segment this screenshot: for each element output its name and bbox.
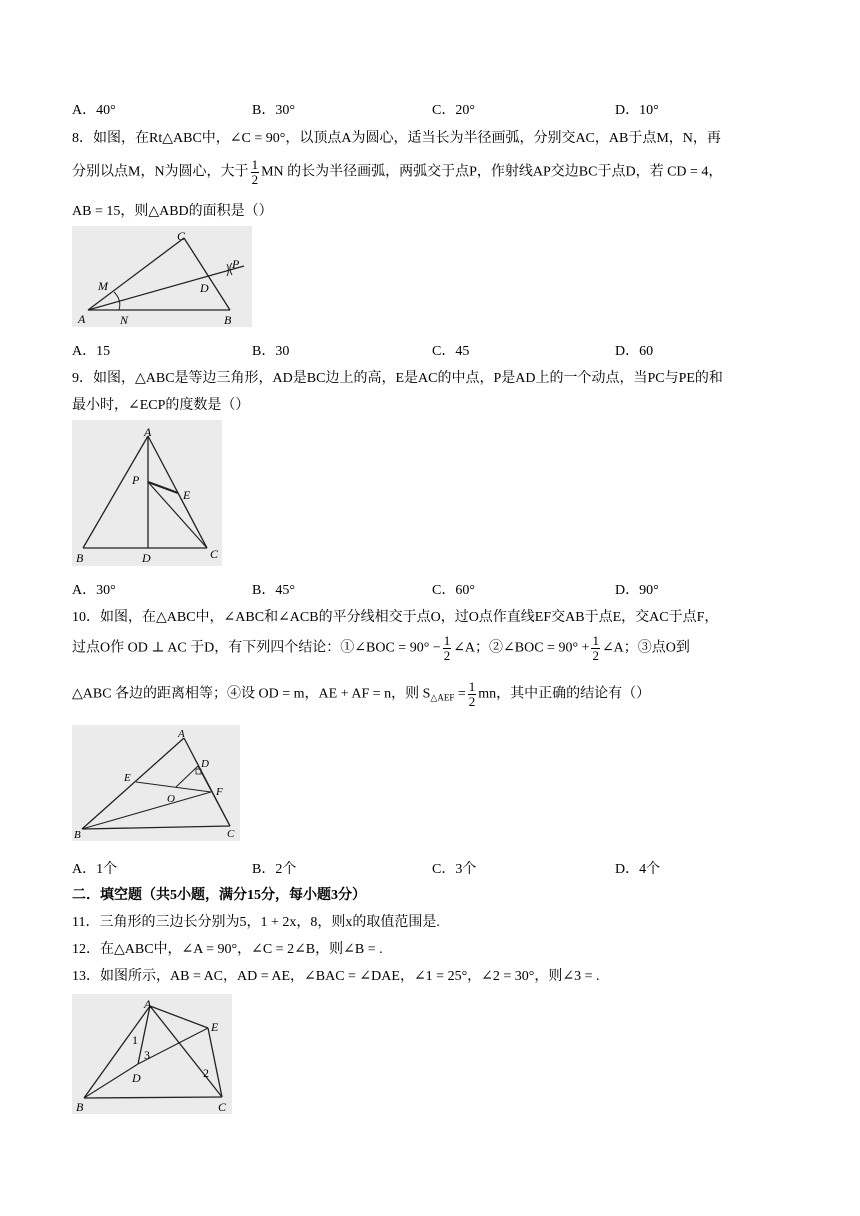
q7-option-b: B．30° — [252, 103, 295, 118]
q9-figure — [72, 420, 222, 566]
q11-stem: 11．三角形的三边长分别为5，1 + 2x，8，则x的取值范围是. — [72, 915, 440, 930]
q9-label-d: D — [142, 551, 151, 565]
q8-frac-numerator: 1 — [251, 157, 259, 172]
q10-label-o: O — [167, 793, 175, 805]
q8-label-n: N — [120, 313, 129, 327]
q10-fraction-1 — [443, 634, 452, 663]
q9-label-c: C — [210, 547, 219, 561]
q10-fraction-3 — [468, 680, 477, 709]
q8-label-d: D — [200, 281, 209, 295]
section-heading-fill-blank: 二．填空题（共5小题，满分15分，每小题3分） — [72, 888, 366, 903]
q8-option-c: C．45 — [432, 344, 470, 359]
q10-figure — [72, 725, 240, 841]
q13-triangle-diagram — [72, 994, 232, 1114]
q8-option-a: A．15 — [72, 344, 111, 359]
q13-label-d: D — [132, 1071, 141, 1085]
q10-frac3-denominator: 2 — [468, 694, 476, 709]
q10-option-d: D．4个 — [615, 862, 661, 877]
q10-fraction-2 — [591, 634, 600, 663]
q9-option-a: A．30° — [72, 583, 116, 598]
q10-option-a: A．1个 — [72, 862, 118, 877]
q8-triangle-diagram — [72, 226, 252, 327]
q8-frac-denominator: 2 — [251, 172, 259, 187]
q13-stem: 13．如图所示，AB = AC，AD = AE，∠BAC = ∠DAE，∠1 = 25°，∠2 = 30°，则∠3 = . — [72, 969, 600, 984]
q9-stem-line2: 最小时，∠ECP的度数是（） — [72, 398, 250, 413]
q10-stem-line3 — [72, 680, 650, 709]
q7-option-d: D．10° — [615, 103, 659, 118]
q13-label-e: E — [211, 1020, 219, 1034]
q13-figure — [72, 994, 232, 1114]
q10-frac2-denominator: 2 — [592, 648, 599, 663]
q8-label-b: B — [224, 313, 232, 327]
q10-label-a: A — [178, 728, 185, 740]
q13-label-angle3: 3 — [144, 1048, 150, 1062]
q8-stem-line2-b: MN 的长为半径画弧，两弧交于点P，作射线AP交边BC于点D，若 CD = 4， — [261, 164, 723, 180]
q8-option-b: B．30 — [252, 344, 290, 359]
q10-option-c: C．3个 — [432, 862, 477, 877]
q10-label-e: E — [124, 772, 131, 784]
q9-option-c: C．60° — [432, 583, 475, 598]
q9-label-a: A — [144, 425, 152, 439]
q8-label-m: M — [98, 279, 108, 293]
q10-frac1-denominator: 2 — [443, 648, 451, 663]
q7-option-c: C．20° — [432, 103, 475, 118]
q10-frac1-numerator: 1 — [443, 633, 451, 648]
q10-frac3-numerator: 1 — [468, 679, 476, 694]
q9-stem-line1: 9．如图，△ABC是等边三角形，AD是BC边上的高，E是AC的中点，P是AD上的一个动点，当PC与PE的和 — [72, 371, 723, 386]
q10-area-subscript: △AEF — [430, 692, 455, 703]
q10-stem-line3-a: △ABC 各边的距离相等；④设 OD = m，AE + AF = n，则 S — [72, 686, 431, 702]
q10-stem-line3-b: = — [454, 686, 466, 702]
q8-stem-line1: 8．如图，在Rt△ABC中，∠C = 90°，以顶点A为圆心，适当长为半径画弧，分别交AC，AB于点M，N，再 — [72, 131, 721, 146]
q8-option-d: D．60 — [615, 344, 654, 359]
q9-label-e: E — [183, 488, 191, 502]
q10-triangle-diagram — [72, 725, 240, 841]
q10-label-b: B — [74, 829, 81, 841]
q13-label-b: B — [76, 1100, 84, 1114]
q13-label-angle2: 2 — [203, 1066, 209, 1080]
q8-label-p: P — [232, 257, 240, 271]
q10-stem-line2-b: ∠A；②∠BOC = 90° + — [453, 640, 590, 656]
q7-option-a: A．40° — [72, 103, 116, 118]
q10-label-d: D — [201, 758, 209, 770]
q10-label-f: F — [216, 786, 223, 798]
q10-stem-line2-a: 过点O作 OD ⊥ AC 于D，有下列四个结论：①∠BOC = 90° − — [72, 640, 441, 656]
q9-label-b: B — [76, 551, 84, 565]
q10-stem-line1: 10．如图，在△ABC中，∠ABC和∠ACB的平分线相交于点O，过O点作直线EF交AB于点E，交AC于点F， — [72, 610, 719, 625]
q10-frac2-numerator: 1 — [592, 633, 599, 648]
q13-label-c: C — [218, 1100, 227, 1114]
q8-stem-line3: AB = 15，则△ABD的面积是（） — [72, 204, 273, 219]
q10-label-c: C — [227, 828, 235, 840]
q9-option-d: D．90° — [615, 583, 659, 598]
q9-label-p: P — [132, 473, 140, 487]
q10-stem-line2 — [72, 634, 690, 663]
q13-label-a: A — [144, 997, 152, 1011]
q10-stem-line2-c: ∠A；③点O到 — [601, 640, 690, 656]
q8-label-a: A — [78, 312, 86, 326]
q8-label-c: C — [177, 229, 186, 243]
q8-figure — [72, 226, 252, 327]
q8-fraction — [251, 158, 260, 187]
q13-label-angle1: 1 — [132, 1033, 138, 1047]
q10-option-b: B．2个 — [252, 862, 297, 877]
q8-stem-line2-a: 分别以点M，N为圆心，大于 — [72, 164, 249, 180]
q8-stem-line2 — [72, 158, 722, 187]
q10-stem-line3-c: mn，其中正确的结论有（） — [478, 686, 651, 702]
q9-triangle-diagram — [72, 420, 222, 566]
q9-option-b: B．45° — [252, 583, 295, 598]
q12-stem: 12．在△ABC中，∠A = 90°，∠C = 2∠B，则∠B = . — [72, 942, 383, 957]
